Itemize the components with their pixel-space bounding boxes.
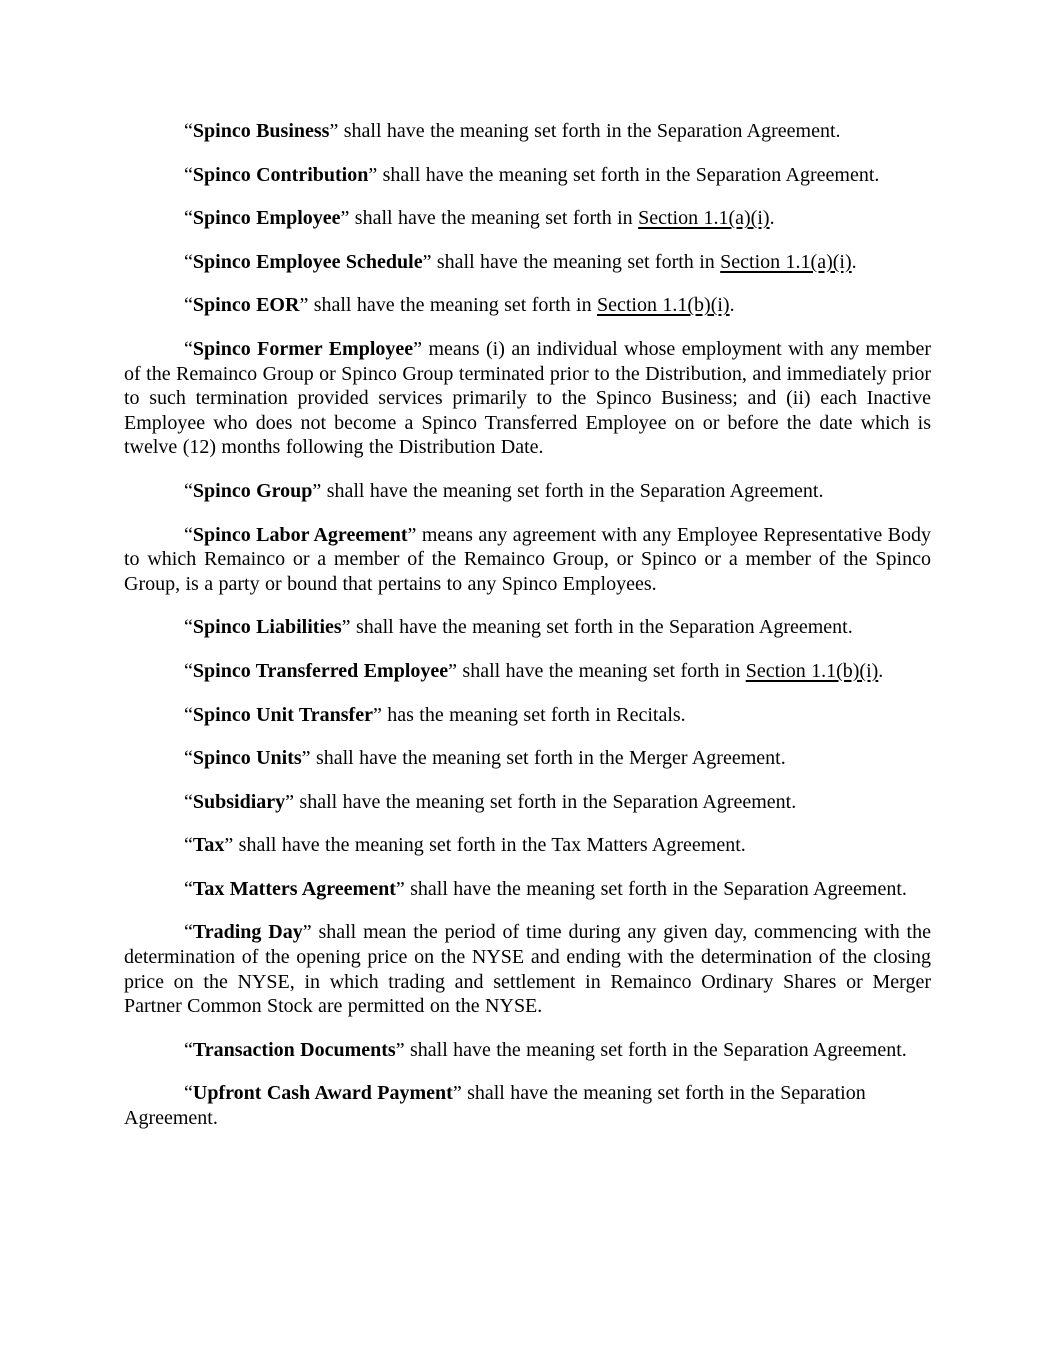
defined-term: Subsidiary <box>192 790 286 813</box>
definitions-list <box>124 119 931 1131</box>
paragraph-text: ” shall have the meaning set forth in the Separation Agreement. <box>368 163 880 186</box>
definition-paragraph-spinco-liabilities <box>124 615 931 640</box>
paragraph-text: . <box>729 294 735 317</box>
paragraph-text: ” shall have the meaning set forth in the Separation Agreement. <box>395 877 907 900</box>
paragraph-text: ” shall mean the period of time during any given day, commencing with the determination of the opening price on the NYSE and ending with the determination of the closing price on the NYSE, in which trading and settlement in Remainco Ordinary Shares or Merger Partner Common Stock are permitted on the NYSE. <box>124 921 931 1018</box>
defined-term: Spinco Former Employee <box>192 337 414 360</box>
defined-term: Spinco EOR <box>192 294 300 317</box>
definition-paragraph-spinco-units <box>124 746 931 771</box>
definition-paragraph-spinco-employee-schedule <box>124 250 931 275</box>
paragraph-text: “ <box>184 479 193 502</box>
defined-term: Spinco Transferred Employee <box>192 659 449 682</box>
definition-paragraph-spinco-transferred-employee <box>124 659 931 684</box>
section-reference-link[interactable]: Section 1.1(a)(i) <box>638 207 770 230</box>
paragraph-text: ” shall have the meaning set forth in the Merger Agreement. <box>301 747 786 770</box>
definition-paragraph-spinco-former-employee <box>124 337 931 460</box>
paragraph-text: ” shall have the meaning set forth in the Separation Agreement. <box>285 790 797 813</box>
paragraph-text: ” means (i) an individual whose employment with any member of the Remainco Group or Spinco Group terminated prior to the Distribution, and immediately prior to such termination provided services primarily to the Spinco Business; and (ii) each Inactive Employee who does not become a Spinco Transferred Employee on or before the date which is twelve (12) months following the Distribution Date. <box>124 337 931 459</box>
paragraph-text: ” shall have the meaning set forth in the Separation Agreement. <box>124 1082 866 1130</box>
paragraph-text: ” shall have the meaning set forth in <box>422 250 721 273</box>
paragraph-text: “ <box>184 877 193 900</box>
paragraph-text: “ <box>184 703 193 726</box>
definition-paragraph-subsidiary <box>124 790 931 815</box>
defined-term: Tax <box>192 834 225 857</box>
paragraph-text: “ <box>184 294 193 317</box>
definition-paragraph-spinco-unit-transfer <box>124 703 931 728</box>
paragraph-text: “ <box>184 1038 193 1061</box>
paragraph-text: “ <box>184 337 193 360</box>
definition-paragraph-tax <box>124 833 931 858</box>
paragraph-text: “ <box>184 207 193 230</box>
paragraph-text: ” shall have the meaning set forth in the Separation Agreement. <box>395 1038 907 1061</box>
paragraph-text: “ <box>184 616 193 639</box>
definition-paragraph-spinco-business <box>124 119 931 144</box>
definition-paragraph-spinco-labor-agreement <box>124 523 931 597</box>
paragraph-text: ” shall have the meaning set forth in <box>299 294 597 317</box>
paragraph-text: ” shall have the meaning set forth in the Separation Agreement. <box>329 120 841 142</box>
paragraph-text: ” means any agreement with any Employee Representative Body to which Remainco or a member of the Remainco Group, or Spinco or a member of the Spinco Group, is a party or bound that pertains to any Spinco Employees. <box>124 523 931 595</box>
defined-term: Tax Matters Agreement <box>192 877 396 900</box>
paragraph-text: ” shall have the meaning set forth in the Separation Agreement. <box>341 616 853 639</box>
definition-paragraph-spinco-employee <box>124 206 931 231</box>
defined-term: Spinco Employee Schedule <box>192 250 423 273</box>
defined-term: Trading Day <box>192 921 303 944</box>
paragraph-text: . <box>769 207 775 230</box>
paragraph-text: “ <box>184 120 193 142</box>
definition-paragraph-spinco-group <box>124 479 931 504</box>
paragraph-text: “ <box>184 163 193 186</box>
defined-term: Spinco Contribution <box>192 163 369 186</box>
defined-term: Spinco Business <box>192 120 330 142</box>
paragraph-text: ” shall have the meaning set forth in <box>448 659 746 682</box>
defined-term: Spinco Labor Agreement <box>192 523 408 546</box>
defined-term: Transaction Documents <box>192 1038 396 1061</box>
defined-term: Spinco Group <box>192 479 313 502</box>
paragraph-text: “ <box>184 921 193 944</box>
definition-paragraph-upfront-cash-award-payment <box>124 1081 931 1130</box>
section-reference-link[interactable]: Section 1.1(b)(i) <box>745 659 879 682</box>
definition-paragraph-transaction-documents <box>124 1038 931 1063</box>
section-reference-link[interactable]: Section 1.1(b)(i) <box>597 294 730 317</box>
defined-term: Spinco Units <box>192 747 302 770</box>
paragraph-text: ” has the meaning set forth in Recitals. <box>372 703 686 726</box>
defined-term: Spinco Unit Transfer <box>192 703 373 726</box>
paragraph-text: . <box>851 250 857 273</box>
definition-paragraph-spinco-eor <box>124 293 931 318</box>
paragraph-text: ” shall have the meaning set forth in <box>340 207 639 230</box>
section-reference-link[interactable]: Section 1.1(a)(i) <box>720 250 852 273</box>
defined-term: Upfront Cash Award Payment <box>192 1082 453 1105</box>
paragraph-text: “ <box>184 250 193 273</box>
paragraph-text: “ <box>184 659 193 682</box>
paragraph-text: “ <box>184 834 193 857</box>
paragraph-text: “ <box>184 790 193 813</box>
paragraph-text: “ <box>184 747 193 770</box>
definition-paragraph-trading-day <box>124 920 931 1018</box>
defined-term: Spinco Liabilities <box>192 616 342 639</box>
paragraph-text: “ <box>184 1082 193 1105</box>
paragraph-text: ” shall have the meaning set forth in the Tax Matters Agreement. <box>224 834 746 857</box>
definition-paragraph-spinco-contribution <box>124 163 931 188</box>
definition-paragraph-tax-matters-agreement <box>124 877 931 902</box>
paragraph-text: . <box>878 659 884 682</box>
defined-term: Spinco Employee <box>192 207 341 230</box>
paragraph-text: ” shall have the meaning set forth in the Separation Agreement. <box>312 479 824 502</box>
paragraph-text: “ <box>184 523 193 546</box>
